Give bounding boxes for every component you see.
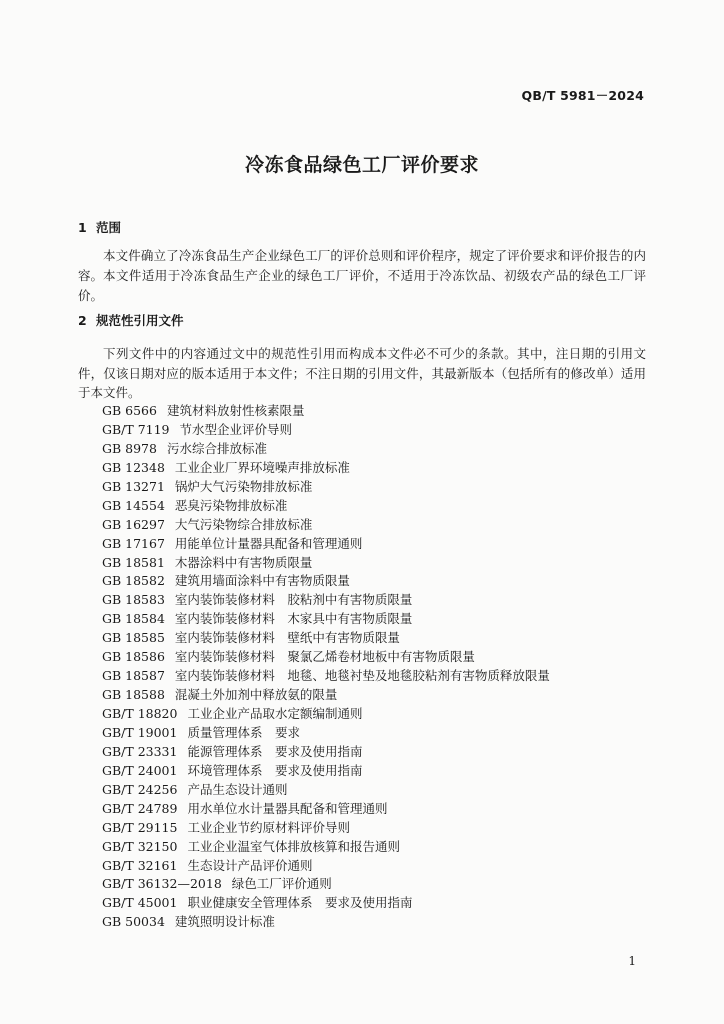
- reference-item: [102, 781, 662, 800]
- reference-item: [102, 516, 662, 535]
- reference-item: [102, 440, 662, 459]
- reference-code: GB 14554: [102, 497, 165, 513]
- reference-title: 用水单位水计量器具配备和管理通则: [187, 800, 388, 816]
- reference-title: 职业健康安全管理体系 要求及使用指南: [187, 895, 413, 911]
- reference-code: GB 17167: [102, 535, 165, 551]
- reference-title: 绿色工厂评价通则: [231, 876, 332, 892]
- reference-code: GB 18582: [102, 573, 165, 589]
- reference-title: 环境管理体系 要求及使用指南: [187, 762, 363, 778]
- reference-code: GB 18583: [102, 592, 165, 608]
- reference-code: GB 16297: [102, 516, 165, 532]
- reference-item: [102, 686, 662, 705]
- section-title: 规范性引用文件: [96, 313, 184, 328]
- reference-item: [102, 610, 662, 629]
- standard-code: QB/T 5981－2024: [521, 88, 644, 103]
- reference-item: [102, 478, 662, 497]
- reference-item: [102, 762, 662, 781]
- page-number: 1: [628, 954, 636, 968]
- reference-title: 工业企业温室气体排放核算和报告通则: [187, 838, 400, 854]
- reference-title: 工业企业厂界环境噪声排放标准: [174, 459, 350, 475]
- reference-code: GB/T 45001: [102, 895, 178, 911]
- reference-code: GB/T 32161: [102, 857, 178, 873]
- reference-code: GB 18581: [102, 554, 165, 570]
- paragraph: 本文件确立了冷冻食品生产企业绿色工厂的评价总则和评价程序，规定了评价要求和评价报告的内容。: [78, 248, 646, 283]
- reference-code: GB 18586: [102, 649, 165, 665]
- reference-item: [102, 591, 662, 610]
- reference-item: [102, 459, 662, 478]
- reference-item: [102, 535, 662, 554]
- reference-title: 建筑照明设计标准: [174, 914, 275, 930]
- paragraph: 下列文件中的内容通过文中的规范性引用而构成本文件必不可少的条款。其中，注日期的引用文件，仅该日期对应的版本适用于本文件；不注日期的引用文件，其最新版本（包括所有的修改单）适用于本文件。: [78, 346, 646, 400]
- section-heading-normative-references: [78, 311, 184, 329]
- section-number: 2: [78, 313, 87, 328]
- reference-code: GB/T 7119: [102, 421, 170, 437]
- reference-title: 建筑材料放射性核素限量: [166, 403, 305, 418]
- reference-item: [102, 800, 662, 819]
- section-number: 1: [78, 220, 87, 235]
- reference-item: [102, 875, 662, 894]
- reference-title: 污水综合排放标准: [166, 440, 267, 456]
- reference-title: 建筑用墙面涂料中有害物质限量: [174, 573, 350, 589]
- reference-title: 生态设计产品评价通则: [187, 857, 313, 873]
- reference-item: [102, 572, 662, 591]
- reference-list: [102, 402, 662, 932]
- section-title: 范围: [96, 220, 122, 235]
- reference-code: GB 13271: [102, 478, 165, 494]
- reference-title: 室内装饰装修材料 木家具中有害物质限量: [174, 611, 413, 627]
- reference-item: [102, 648, 662, 667]
- reference-title: 大气污染物综合排放标准: [174, 516, 313, 532]
- reference-title: 质量管理体系 要求: [187, 724, 300, 740]
- reference-code: GB 8978: [102, 440, 157, 456]
- reference-title: 节水型企业评价导则: [179, 421, 293, 437]
- reference-code: GB/T 24789: [102, 800, 178, 816]
- reference-title: 室内装饰装修材料 聚氯乙烯卷材地板中有害物质限量: [174, 649, 475, 665]
- paragraph: 本文件适用于冷冻食品生产企业的绿色工厂评价，不适用于冷冻饮品、初级农产品的绿色工厂评价。: [78, 268, 646, 303]
- reference-title: 锅炉大气污染物排放标准: [174, 478, 313, 494]
- section-heading-scope: [78, 218, 121, 236]
- reference-item: [102, 743, 662, 762]
- reference-item: [102, 838, 662, 857]
- reference-title: 产品生态设计通则: [187, 781, 288, 797]
- reference-code: GB/T 24001: [102, 762, 178, 778]
- reference-item: [102, 402, 662, 421]
- reference-code: GB 18587: [102, 668, 165, 684]
- reference-item: [102, 421, 662, 440]
- reference-item: [102, 913, 662, 932]
- reference-title: 室内装饰装修材料 地毯、地毯衬垫及地毯胶粘剂有害物质释放限量: [174, 668, 550, 684]
- reference-code: GB/T 24256: [102, 781, 178, 797]
- reference-title: 工业企业产品取水定额编制通则: [187, 706, 363, 721]
- reference-title: 恶臭污染物排放标准: [174, 497, 288, 513]
- reference-code: GB/T 32150: [102, 838, 178, 854]
- reference-title: 工业企业节约原材料评价导则: [187, 819, 350, 835]
- reference-code: GB 50034: [102, 914, 165, 930]
- reference-code: GB 18584: [102, 611, 165, 627]
- reference-item: [102, 667, 662, 686]
- reference-item: [102, 629, 662, 648]
- reference-title: 能源管理体系 要求及使用指南: [187, 743, 363, 759]
- reference-item: [102, 724, 662, 743]
- reference-code: GB 6566: [102, 403, 157, 418]
- reference-title: 木器涂料中有害物质限量: [174, 554, 313, 570]
- reference-title: 用能单位计量器具配备和管理通则: [174, 535, 363, 551]
- reference-title: 室内装饰装修材料 壁纸中有害物质限量: [174, 630, 400, 646]
- reference-code: GB 12348: [102, 459, 165, 475]
- reference-item: [102, 554, 662, 573]
- reference-code: GB/T 29115: [102, 819, 178, 835]
- reference-item: [102, 894, 662, 913]
- reference-item: [102, 497, 662, 516]
- document-title: 冷冻食品绿色工厂评价要求: [244, 154, 479, 176]
- reference-title: 混凝土外加剂中释放氨的限量: [174, 687, 338, 703]
- reference-item: [102, 857, 662, 876]
- reference-code: GB/T 18820: [102, 706, 178, 721]
- reference-code: GB/T 23331: [102, 743, 178, 759]
- reference-code: GB 18588: [102, 687, 165, 703]
- reference-item: [102, 819, 662, 838]
- reference-item: [102, 705, 662, 724]
- reference-code: GB/T 19001: [102, 724, 178, 740]
- reference-title: 室内装饰装修材料 胶粘剂中有害物质限量: [174, 592, 413, 608]
- reference-code: GB 18585: [102, 630, 165, 646]
- reference-code: GB/T 36132—2018: [102, 876, 222, 892]
